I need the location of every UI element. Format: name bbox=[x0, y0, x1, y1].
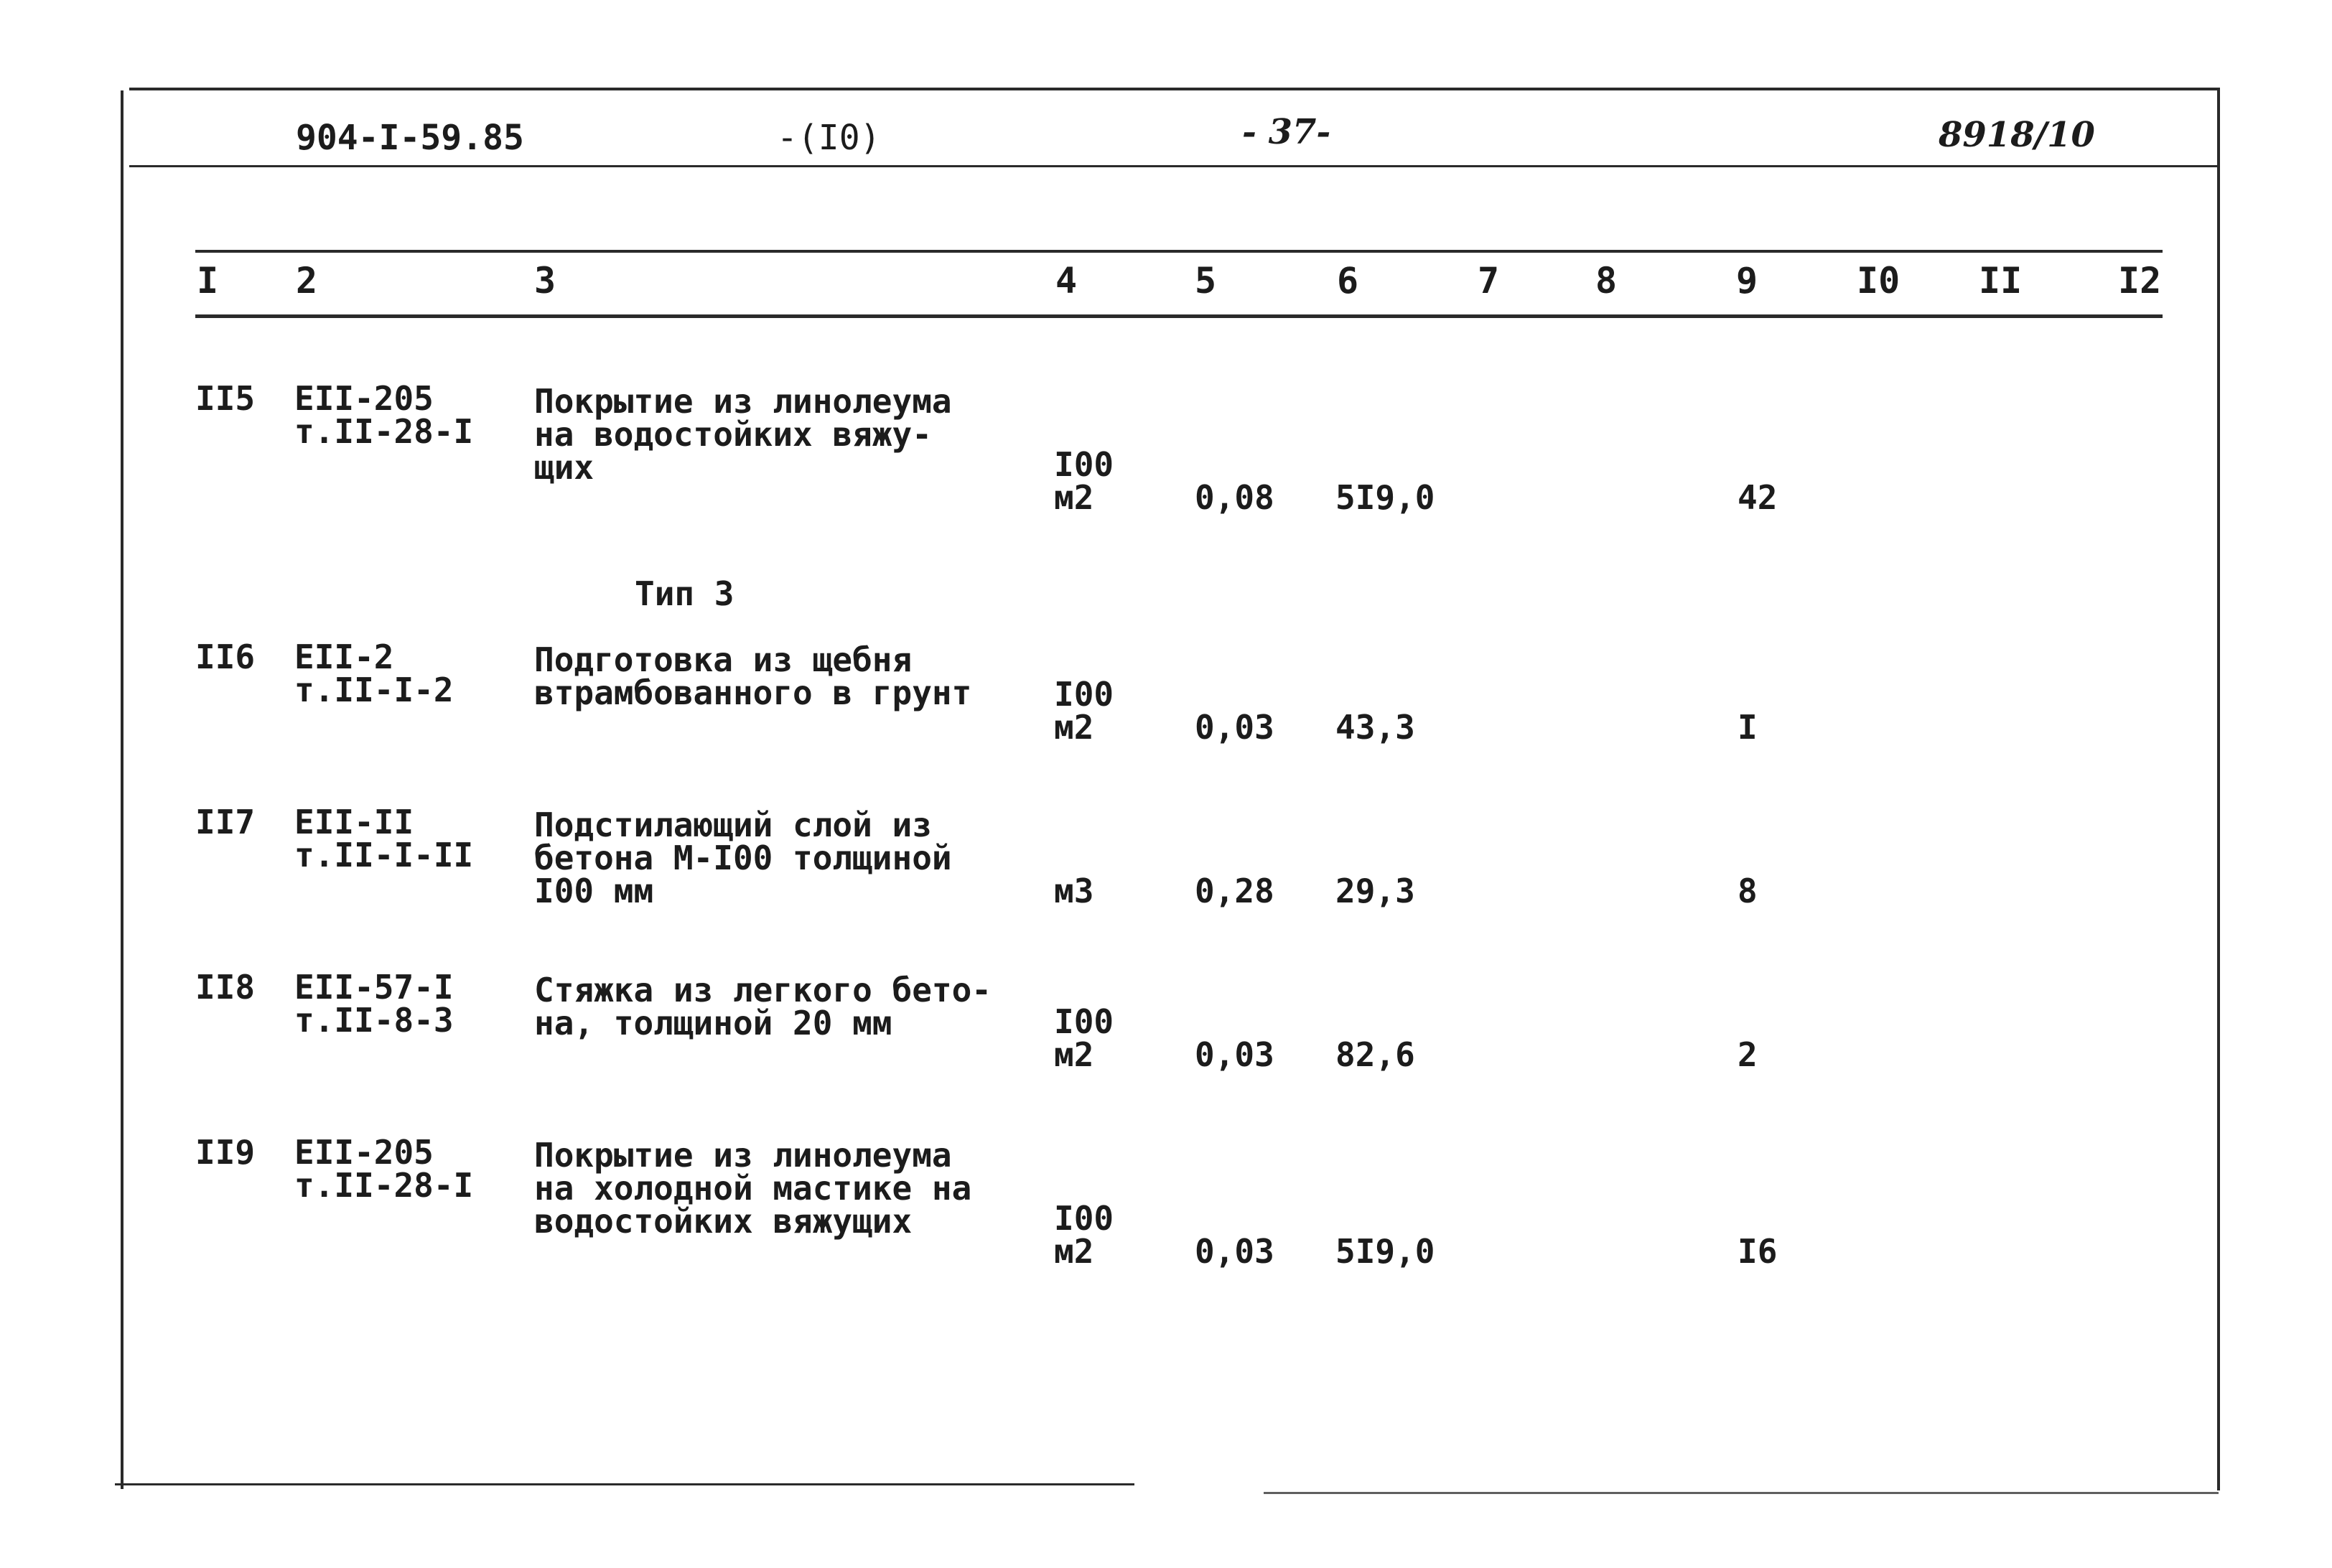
row-unit: I00 м2 bbox=[1054, 1199, 1114, 1271]
row-code: EII-205 т.II-28-I bbox=[294, 379, 474, 451]
table-head-bottom-rule bbox=[195, 314, 2163, 318]
row-total: I6 bbox=[1738, 1232, 1778, 1271]
archive-number: 8918/10 bbox=[1939, 115, 2095, 155]
row-total: I bbox=[1738, 708, 1758, 747]
sheet-part: -(I0) bbox=[777, 118, 881, 158]
row-quantity: 0,03 bbox=[1195, 708, 1274, 747]
row-total: 8 bbox=[1738, 872, 1758, 910]
row-number: II6 bbox=[195, 638, 256, 676]
row-code: EII-II т.II-I-II bbox=[294, 803, 474, 874]
row-code: EII-205 т.II-28-I bbox=[294, 1133, 474, 1205]
column-number-12: I2 bbox=[2118, 260, 2162, 302]
row-unit: I00 м2 bbox=[1054, 675, 1114, 747]
row-unit: I00 м2 bbox=[1054, 1002, 1114, 1074]
row-quantity: 0,08 bbox=[1195, 478, 1274, 517]
row-description: Подстилающий слой из бетона М-I00 толщиной I00 мм bbox=[534, 806, 952, 910]
row-number: II5 bbox=[195, 379, 256, 418]
row-quantity: 0,28 bbox=[1195, 872, 1274, 910]
row-description: Подготовка из щебня втрамбованного в грунт bbox=[534, 640, 972, 712]
column-number-10: I0 bbox=[1857, 260, 1900, 302]
row-description: Стяжка из легкого бето- на, толщиной 20 мм bbox=[534, 971, 992, 1042]
row-description: Покрытие из линолеума на водостойких вяжу- щих bbox=[534, 382, 952, 487]
section-label: Тип 3 bbox=[635, 574, 734, 613]
column-number-4: 4 bbox=[1055, 260, 1078, 302]
doc-code: 904-I-59.85 bbox=[296, 118, 524, 158]
column-number-7: 7 bbox=[1478, 260, 1500, 302]
row-number: II9 bbox=[195, 1133, 256, 1172]
column-number-11: II bbox=[1979, 260, 2023, 302]
frame-left-line bbox=[121, 90, 123, 1489]
row-quantity: 0,03 bbox=[1195, 1035, 1274, 1074]
row-unit: м3 bbox=[1054, 872, 1094, 910]
row-quantity: 0,03 bbox=[1195, 1232, 1274, 1271]
row-total: 2 bbox=[1738, 1035, 1758, 1074]
row-number: II7 bbox=[195, 803, 256, 841]
column-number-3: 3 bbox=[534, 260, 556, 302]
row-code: EII-2 т.II-I-2 bbox=[294, 638, 454, 709]
frame-bottom-line-right bbox=[1264, 1492, 2219, 1494]
row-unit-price: 5I9,0 bbox=[1335, 1232, 1435, 1271]
table-head-top-rule bbox=[195, 250, 2163, 253]
column-number-8: 8 bbox=[1595, 260, 1618, 302]
row-code: EII-57-I т.II-8-3 bbox=[294, 968, 454, 1040]
row-unit-price: 5I9,0 bbox=[1335, 478, 1435, 517]
frame-top-line bbox=[129, 88, 2220, 90]
column-number-9: 9 bbox=[1736, 260, 1758, 302]
column-number-6: 6 bbox=[1337, 260, 1359, 302]
column-number-2: 2 bbox=[296, 260, 318, 302]
column-number-1: I bbox=[197, 260, 219, 302]
row-unit-price: 82,6 bbox=[1335, 1035, 1415, 1074]
page-number: - 37- bbox=[1242, 112, 1331, 152]
frame-bottom-line-left bbox=[115, 1483, 1134, 1485]
row-description: Покрытие из линолеума на холодной мастике на водостойких вяжущих bbox=[534, 1136, 972, 1241]
row-unit-price: 29,3 bbox=[1335, 872, 1415, 910]
header-underline bbox=[129, 165, 2220, 167]
column-number-5: 5 bbox=[1195, 260, 1217, 302]
row-unit: I00 м2 bbox=[1054, 445, 1114, 517]
row-number: II8 bbox=[195, 968, 256, 1007]
frame-right-line bbox=[2217, 90, 2220, 1490]
row-unit-price: 43,3 bbox=[1335, 708, 1415, 747]
row-total: 42 bbox=[1738, 478, 1778, 517]
